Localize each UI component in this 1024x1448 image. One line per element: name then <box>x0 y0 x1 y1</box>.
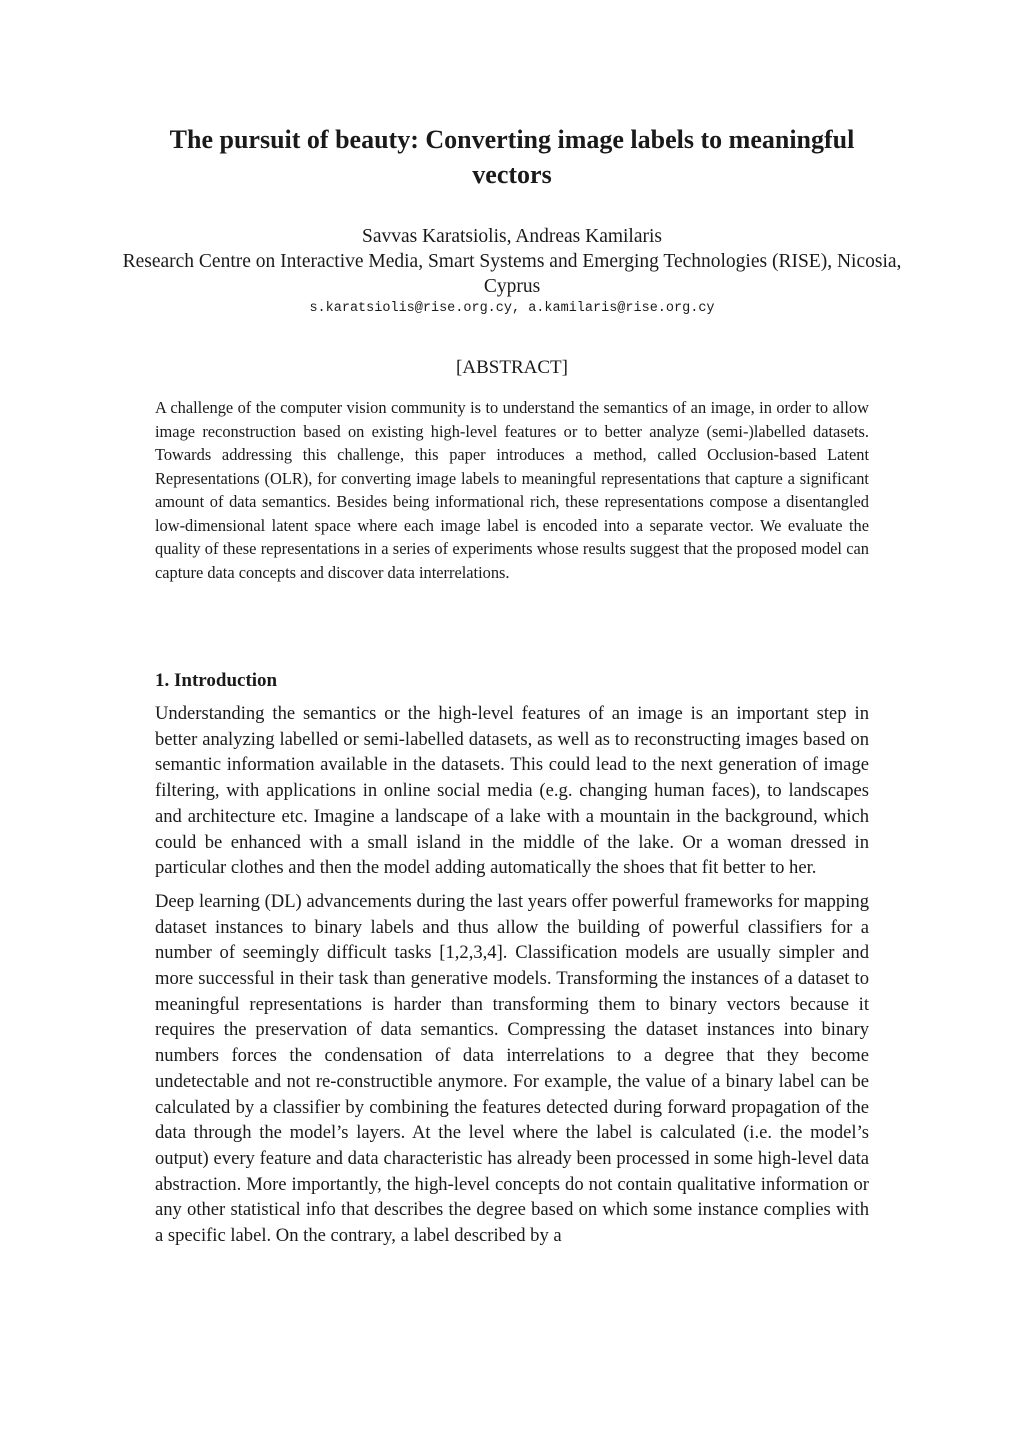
author-names: Savvas Karatsiolis, Andreas Kamilaris <box>361 226 663 247</box>
paper-title: The pursuit of beauty: Converting image labels to meaningful vectors <box>169 125 855 189</box>
author-emails: s.karatsiolis@rise.org.cy, a.kamilaris@rise.org.cy <box>309 301 715 316</box>
paragraph: Deep learning (DL) advancements during the last years offer powerful frameworks for mapping dataset instances to binary labels and thus allow the building of powerful classifiers for a number of seemingly difficult tasks [1,2,3,4]. Classification models are usually simpler and more successful in their task than generative models. Transforming the instances of a dataset to meaningful representations is harder than transforming them to binary vectors because it requires the preservation of data semantics. Compressing the dataset instances into binary numbers forces the condensation of data interrelations to a degree that they become undetectable and not re-constructible anymore. For example, the value of a binary label can be calculated by a classifier by combining the features detected during forward propagation of the data through the model’s layers. At the level where the label is calculated (i.e. the model’s output) every feature and data characteristic has already been processed in some high-level data abstraction. More importantly, the high-level concepts do not contain qualitative information or any other statistical info that describes the degree based on which some instance complies with a specific label. On the contrary, a label described by a <box>155 890 869 1247</box>
author-affiliation: Research Centre on Interactive Media, Smart Systems and Emerging Technologies (RISE), Nicosia, Cyprus <box>122 251 902 297</box>
abstract-text: A challenge of the computer vision community is to understand the semantics of an image, in order to allow image reconstruction based on existing high-level features or to better analyze (semi-)labelled datasets. Towards addressing this challenge, this paper introduces a method, called Occlusion-based Latent Representations (OLR), for converting image labels to meaningful representations that capture a significant amount of data semantics. Besides being informational rich, these representations compose a disentangled low-dimensional latent space where each image label is encoded into a separate vector. We evaluate the quality of these representations in a series of experiments whose results suggest that the proposed model can capture data concepts and discover data interrelations. <box>155 398 869 582</box>
introduction-body <box>155 701 869 1257</box>
section-heading-introduction: 1. Introduction <box>155 670 278 691</box>
author-block <box>120 224 904 319</box>
abstract-heading: [ABSTRACT] <box>456 357 568 378</box>
paragraph: Understanding the semantics or the high-level features of an image is an important step in better analyzing labelled or semi-labelled datasets, as well as to reconstructing images based on semantic information available in the datasets. This could lead to the next generation of image filtering, with applications in online social media (e.g. changing human faces), to landscapes and architecture etc. Imagine a landscape of a lake with a mountain in the background, which could be enhanced with a small island in the middle of the lake. Or a woman dressed in particular clothes and then the model adding automatically the shoes that fit better to her. <box>155 703 869 879</box>
